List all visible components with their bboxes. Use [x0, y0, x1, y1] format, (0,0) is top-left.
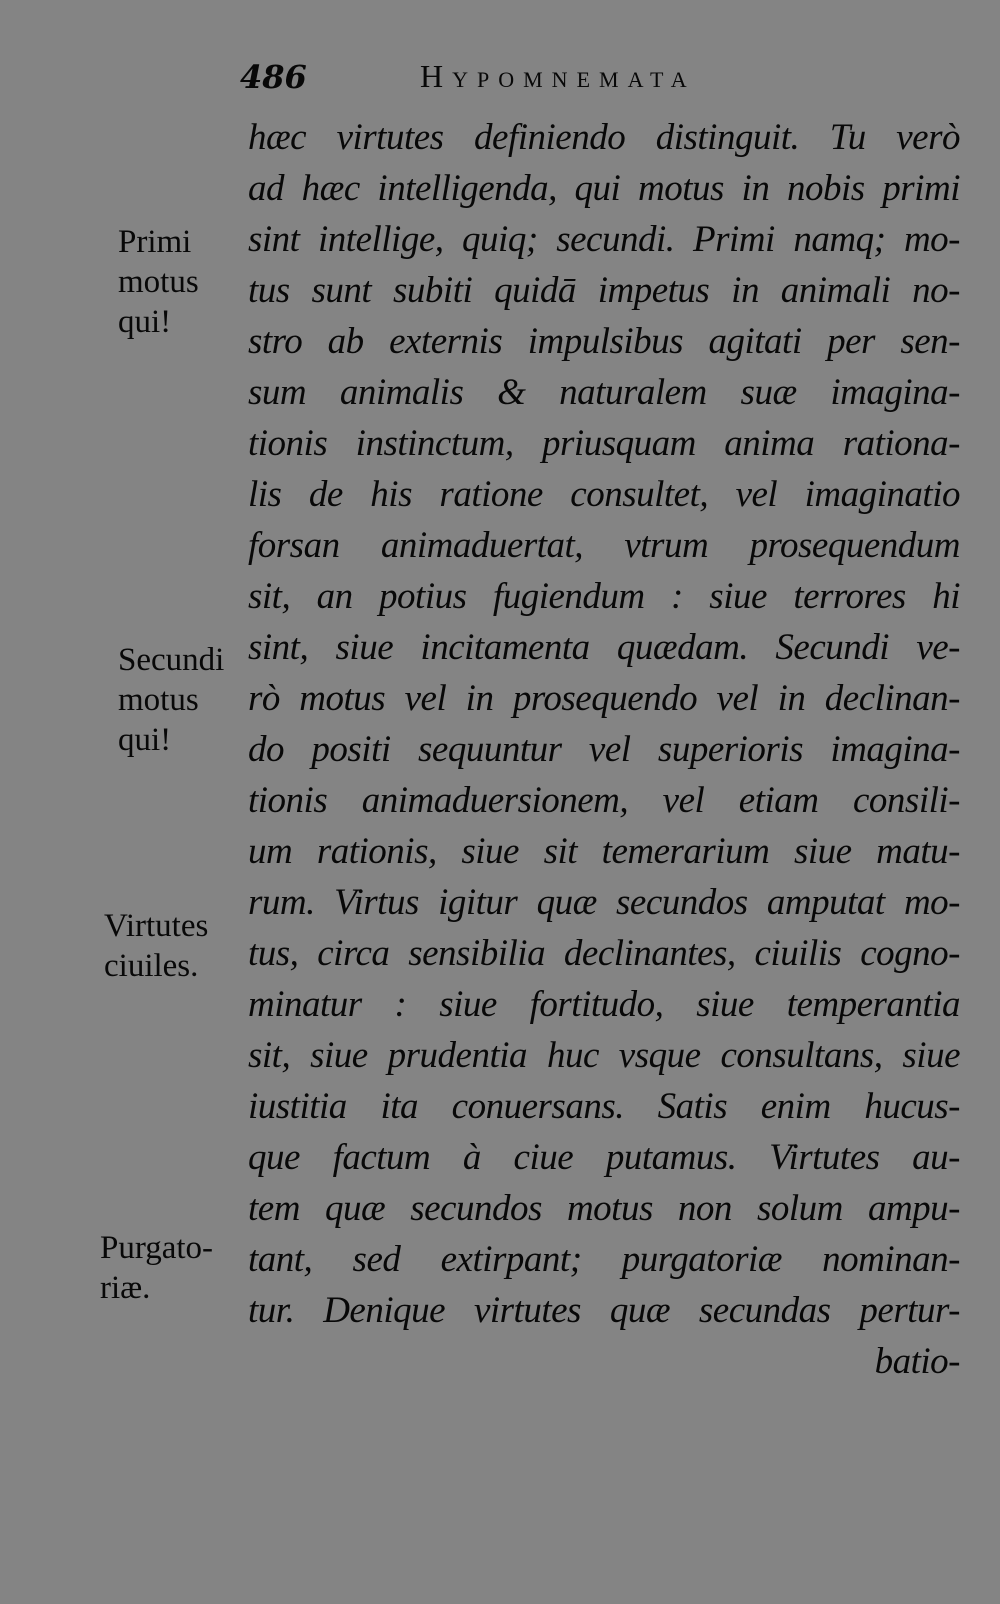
- margin-note-line: Purgato-: [100, 1230, 214, 1266]
- text-line: tus, circa sensibilia declinantes, ciuilis cogno-: [248, 933, 960, 974]
- margin-note-line: qui!: [118, 304, 172, 340]
- text-line: tionis animaduersionem, vel etiam consili-: [248, 780, 960, 821]
- margin-note-line: Virtutes: [104, 908, 209, 944]
- margin-note-line: Secundi: [118, 642, 225, 678]
- text-line: sum animalis & naturalem suæ imagina-: [248, 372, 960, 413]
- text-line: rò motus vel in prosequendo vel in declinan-: [248, 678, 960, 719]
- text-line: rum. Virtus igitur quæ secundos amputat mo-: [248, 882, 960, 923]
- page-header: [240, 58, 840, 106]
- text-line: forsan animaduertat, vtrum prosequendum: [248, 525, 960, 566]
- margin-note-line: motus: [118, 682, 199, 718]
- text-line: iustitia ita conuersans. Satis enim hucus-: [248, 1086, 960, 1127]
- text-line: que factum à ciue putamus. Virtutes au-: [248, 1137, 960, 1178]
- text-line: hæc virtutes definiendo distinguit. Tu verò: [248, 117, 960, 158]
- margin-note-secundi-motus: [118, 640, 224, 760]
- text-line: tant, sed extirpant; purgatoriæ nominan-: [248, 1239, 960, 1280]
- margin-note-virtutes-ciuiles: [104, 906, 208, 986]
- text-line: tus sunt subiti quidā impetus in animali no-: [248, 270, 960, 311]
- text-line: tionis instinctum, priusquam anima rationa-: [248, 423, 960, 464]
- text-line: ad hæc intelligenda, qui motus in nobis primi: [248, 168, 960, 209]
- text-line: tur. Denique virtutes quæ secundas pertur-: [248, 1290, 960, 1331]
- text-line: sit, an potius fugiendum : siue terrores hi: [248, 576, 960, 617]
- text-line: tem quæ secundos motus non solum ampu-: [248, 1188, 960, 1229]
- page-number: 486: [240, 58, 307, 96]
- margin-note-line: qui!: [118, 722, 172, 758]
- margin-note-line: riæ.: [100, 1270, 151, 1306]
- margin-note-line: Primi: [118, 224, 192, 260]
- margin-note-primi-motus: [118, 222, 199, 342]
- text-line: sint intellige, quiq; secundi. Primi namq; mo-: [248, 219, 960, 260]
- catchword: batio-: [874, 1341, 960, 1382]
- margin-note-purgatoriae: [100, 1228, 213, 1308]
- text-line: minatur : siue fortitudo, siue temperantia: [248, 984, 960, 1025]
- margin-note-line: ciuiles.: [104, 948, 199, 984]
- margin-note-line: motus: [118, 264, 199, 300]
- running-title: Hypomnemata: [420, 58, 696, 94]
- text-line: lis de his ratione consultet, vel imaginatio: [248, 474, 960, 515]
- text-line: stro ab externis impulsibus agitati per sen-: [248, 321, 960, 362]
- text-line: do positi sequuntur vel superioris imagina-: [248, 729, 960, 770]
- body-text: [248, 112, 960, 1387]
- text-line: sint, siue incitamenta quædam. Secundi ve-: [248, 627, 960, 668]
- text-line: um rationis, siue sit temerarium siue matu-: [248, 831, 960, 872]
- text-line: sit, siue prudentia huc vsque consultans, siue: [248, 1035, 960, 1076]
